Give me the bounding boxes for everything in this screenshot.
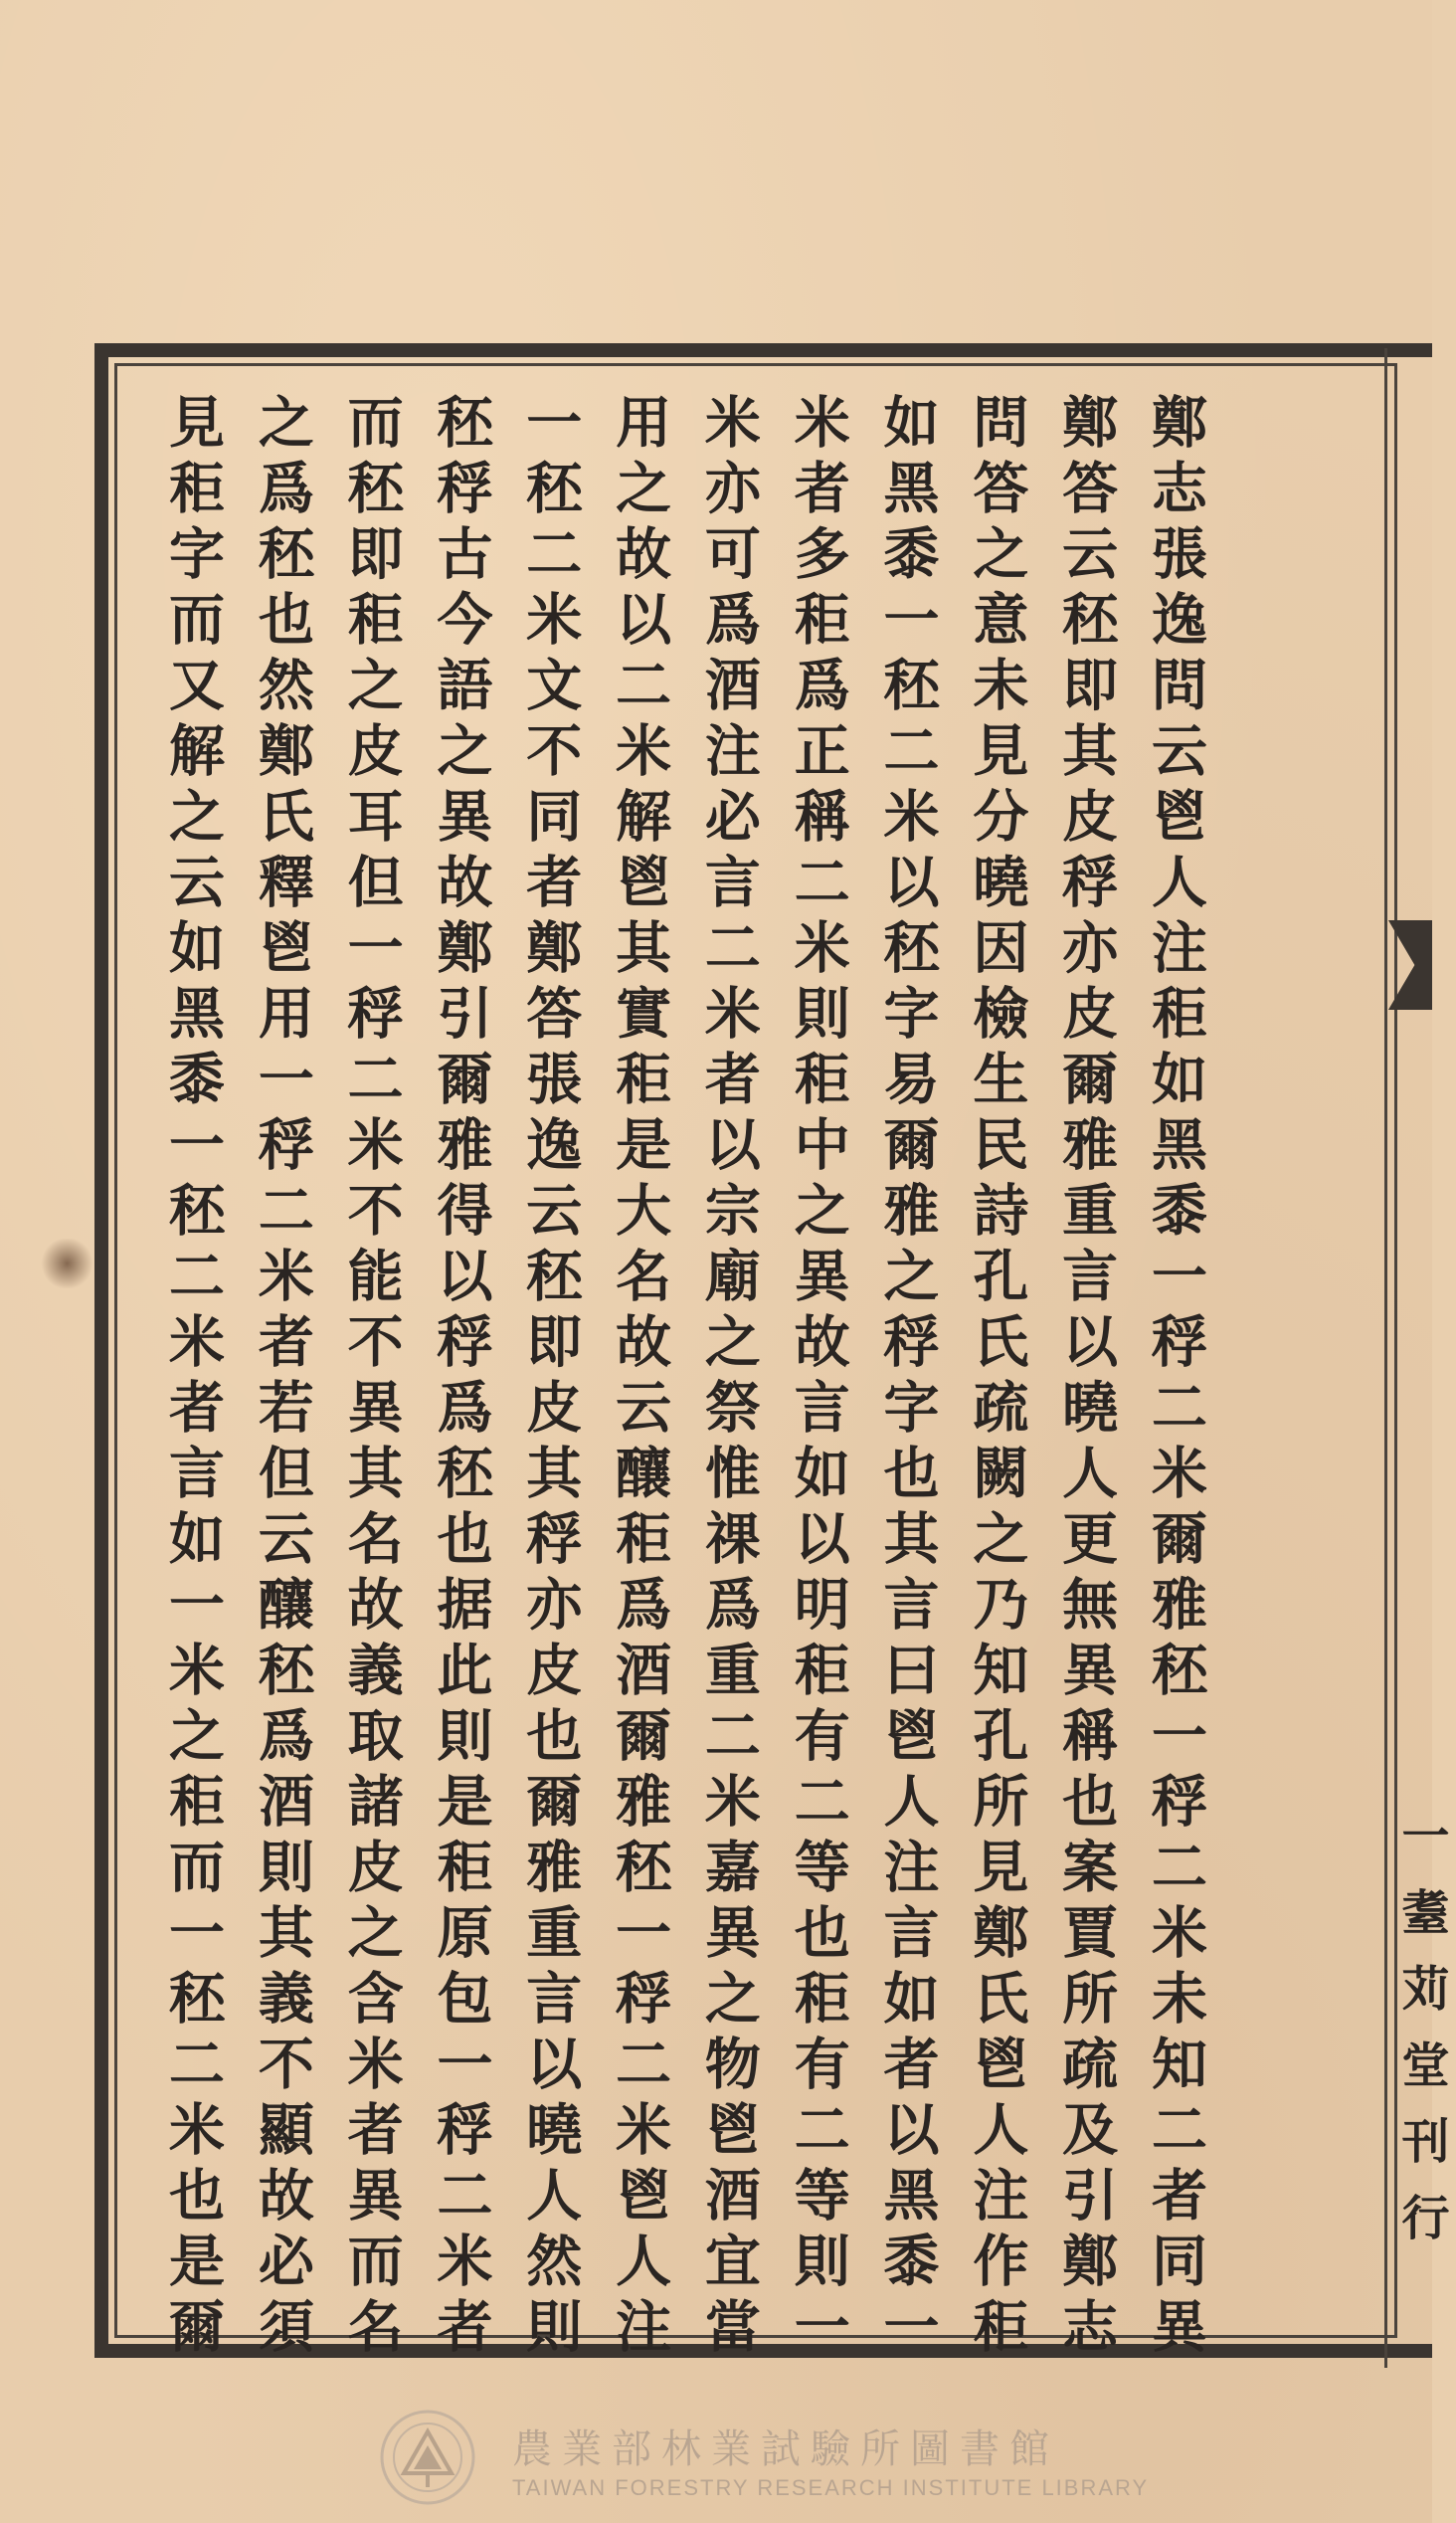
paper-stain xyxy=(40,1239,94,1288)
text-body xyxy=(149,393,1208,2363)
text-column-10: 而秠即秬之皮耳但一稃二米不能不異其名故義取諸皮之含米者異而名 xyxy=(338,393,405,2363)
text-column-9: 秠稃古今語之異故鄭引爾雅得以稃爲秠也据此則是秬原包一稃二米者 xyxy=(428,393,494,2363)
library-name-chinese: 農業部林業試驗所圖書館 xyxy=(512,2426,1059,2472)
text-column-4: 如黑黍一秠二米以秠字易爾雅之稃字也其言曰鬯人注言如者以黑黍一 xyxy=(874,393,941,2363)
text-column-5: 米者多秬爲正稱二米則秬中之異故言如以明秬有二等也秬有二等則一 xyxy=(785,393,851,2363)
text-column-3: 問答之意未見分曉因檢生民詩孔氏疏闕之乃知孔所見鄭氏鬯人注作秬 xyxy=(964,393,1030,2363)
text-column-12: 見秬字而又解之云如黑黍一秠二米者言如一米之秬而一秠二米也是爾 xyxy=(160,393,226,2363)
text-column-1: 鄭志張逸問云鬯人注秬如黑黍一稃二米爾雅秠一稃二米未知二者同異 xyxy=(1142,393,1208,2363)
folio-publisher-text: 一 耋 苅 堂 刊 行 xyxy=(1393,1811,1449,2246)
text-column-7: 用之故以二米解鬯其實秬是大名故云釀秬爲酒爾雅秠一稃二米鬯人注 xyxy=(607,393,673,2363)
text-column-2: 鄭答云秠即其皮稃亦皮爾雅重言以曉人更無異稱也案賈所疏及引鄭志 xyxy=(1053,393,1120,2363)
library-watermark xyxy=(378,2408,1150,2517)
text-column-11: 之爲秠也然鄭氏釋鬯用一稃二米者若但云釀秠爲酒則其義不顯故必須 xyxy=(249,393,315,2363)
text-column-6: 米亦可爲酒注必言二米者以宗廟之祭惟祼爲重二米嘉異之物鬯酒宜當 xyxy=(695,393,762,2363)
text-column-8: 一秠二米文不同者鄭答張逸云秠即皮其稃亦皮也爾雅重言以曉人然則 xyxy=(517,393,584,2363)
library-name-english: TAIWAN FORESTRY RESEARCH INSTITUTE LIBRARY xyxy=(512,2475,1150,2500)
library-seal-icon xyxy=(378,2408,477,2507)
